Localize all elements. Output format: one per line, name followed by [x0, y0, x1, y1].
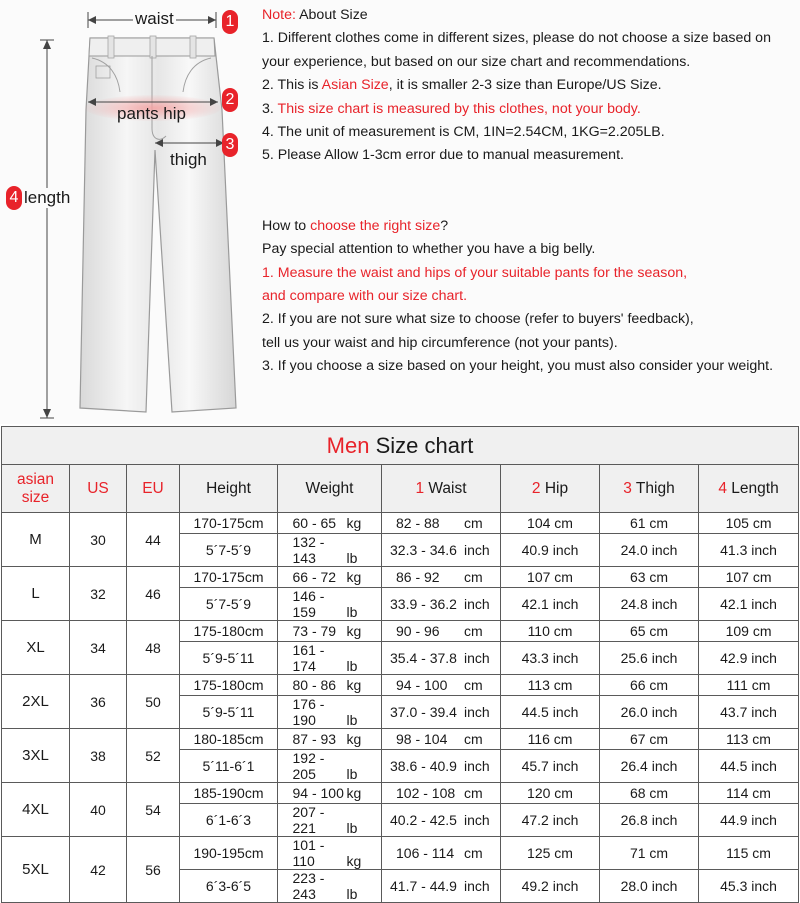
us-cell: 32 — [70, 567, 127, 621]
weight-lb-cell: 223 - 243 lb — [278, 870, 382, 903]
waist-inch-cell: 32.3 - 34.6 inch — [382, 534, 501, 567]
header-us: US — [70, 465, 127, 513]
length-cm-cell: 113 cm — [699, 729, 799, 750]
chart-title: Men Size chart — [2, 427, 799, 465]
waist-inch-cell: 37.0 - 39.4 inch — [382, 696, 501, 729]
thigh-label: thigh — [170, 150, 207, 169]
hip-inch-cell: 40.9 inch — [501, 534, 600, 567]
waist-cm-cell: 90 - 96 cm — [382, 621, 501, 642]
header-waist: 1 Waist — [382, 465, 501, 513]
height-cm-cell: 180-185cm — [180, 729, 278, 750]
us-cell: 34 — [70, 621, 127, 675]
weight-kg-cell: 73 - 79 kg — [278, 621, 382, 642]
hip-badge: 2 — [222, 88, 238, 112]
height-ft-cell: 5´11-6´1 — [180, 750, 278, 783]
note-line: 3. If you choose a size based on your height, you must also consider your weight. — [262, 358, 774, 375]
header-asian-size: asian size — [2, 465, 70, 513]
note-line: 4. The unit of measurement is CM, 1IN=2.54CM, 1KG=2.205LB. — [262, 123, 665, 140]
length-inch-cell: 43.7 inch — [699, 696, 799, 729]
thigh-cm-cell: 63 cm — [600, 567, 699, 588]
height-ft-cell: 5´9-5´11 — [180, 642, 278, 675]
length-label: length — [24, 188, 71, 207]
length-inch-cell: 42.1 inch — [699, 588, 799, 621]
waist-cm-cell: 94 - 100 cm — [382, 675, 501, 696]
length-cm-cell: 114 cm — [699, 783, 799, 804]
thigh-cm-cell: 66 cm — [600, 675, 699, 696]
header-hip: 2 Hip — [501, 465, 600, 513]
weight-lb-cell: 207 - 221 lb — [278, 804, 382, 837]
waist-cm-cell: 102 - 108 cm — [382, 783, 501, 804]
header-weight: Weight — [278, 465, 382, 513]
size-cell: L — [2, 567, 70, 621]
thigh-inch-cell: 24.0 inch — [600, 534, 699, 567]
note-line: 3. This size chart is measured by this clothes, not your body. — [262, 100, 641, 117]
eu-cell: 48 — [127, 621, 180, 675]
hip-cm-cell: 116 cm — [501, 729, 600, 750]
hip-cm-cell: 110 cm — [501, 621, 600, 642]
weight-kg-cell: 66 - 72 kg — [278, 567, 382, 588]
us-cell: 38 — [70, 729, 127, 783]
size-chart-body — [2, 513, 799, 903]
weight-lb-cell: 161 - 174 lb — [278, 642, 382, 675]
waist-inch-cell: 33.9 - 36.2 inch — [382, 588, 501, 621]
eu-cell: 44 — [127, 513, 180, 567]
eu-cell: 52 — [127, 729, 180, 783]
length-cm-cell: 109 cm — [699, 621, 799, 642]
weight-lb-cell: 192 - 205 lb — [278, 750, 382, 783]
length-inch-cell: 44.9 inch — [699, 804, 799, 837]
hip-inch-cell: 43.3 inch — [501, 642, 600, 675]
pants-illustration — [0, 0, 255, 424]
note-line: 5. Please Allow 1-3cm error due to manual measurement. — [262, 147, 624, 164]
weight-kg-cell: 101 - 110 kg — [278, 837, 382, 870]
hip-cm-cell: 104 cm — [501, 513, 600, 534]
waist-cm-cell: 106 - 114 cm — [382, 837, 501, 870]
height-ft-cell: 5´7-5´9 — [180, 534, 278, 567]
table-row — [2, 729, 799, 750]
thigh-cm-cell: 68 cm — [600, 783, 699, 804]
height-cm-cell: 175-180cm — [180, 675, 278, 696]
table-row — [2, 675, 799, 696]
waist-cm-cell: 98 - 104 cm — [382, 729, 501, 750]
note-line: and compare with our size chart. — [262, 287, 468, 304]
note-line: Pay special attention to whether you have a big belly. — [262, 241, 596, 258]
pants-diagram — [0, 0, 255, 424]
thigh-inch-cell: 26.0 inch — [600, 696, 699, 729]
hip-label: pants hip — [117, 104, 186, 123]
size-chart-table — [1, 426, 799, 903]
thigh-inch-cell: 26.4 inch — [600, 750, 699, 783]
height-cm-cell: 190-195cm — [180, 837, 278, 870]
hip-cm-cell: 125 cm — [501, 837, 600, 870]
note-line: 1. Measure the waist and hips of your suitable pants for the season, — [262, 264, 688, 281]
waist-inch-cell: 35.4 - 37.8 inch — [382, 642, 501, 675]
hip-inch-cell: 44.5 inch — [501, 696, 600, 729]
thigh-inch-cell: 25.6 inch — [600, 642, 699, 675]
eu-cell: 54 — [127, 783, 180, 837]
length-cm-cell: 107 cm — [699, 567, 799, 588]
size-cell: 4XL — [2, 783, 70, 837]
size-cell: 3XL — [2, 729, 70, 783]
height-ft-cell: 6´1-6´3 — [180, 804, 278, 837]
weight-lb-cell: 176 - 190 lb — [278, 696, 382, 729]
length-inch-cell: 42.9 inch — [699, 642, 799, 675]
size-cell: 5XL — [2, 837, 70, 903]
eu-cell: 46 — [127, 567, 180, 621]
length-inch-cell: 41.3 inch — [699, 534, 799, 567]
thigh-cm-cell: 71 cm — [600, 837, 699, 870]
waist-inch-cell: 38.6 - 40.9 inch — [382, 750, 501, 783]
note-line: 2. This is Asian Size, it is smaller 2-3 size than Europe/US Size. — [262, 77, 662, 94]
length-cm-cell: 115 cm — [699, 837, 799, 870]
notes-title: Note: About Size — [262, 7, 368, 23]
waist-inch-cell: 40.2 - 42.5 inch — [382, 804, 501, 837]
table-row — [2, 621, 799, 642]
header-eu: EU — [127, 465, 180, 513]
hip-cm-cell: 113 cm — [501, 675, 600, 696]
us-cell: 36 — [70, 675, 127, 729]
thigh-inch-cell: 28.0 inch — [600, 870, 699, 903]
table-row — [2, 513, 799, 534]
height-ft-cell: 5´9-5´11 — [180, 696, 278, 729]
height-ft-cell: 5´7-5´9 — [180, 588, 278, 621]
table-row — [2, 783, 799, 804]
header-height: Height — [180, 465, 278, 513]
us-cell: 42 — [70, 837, 127, 903]
thigh-badge: 3 — [222, 133, 238, 157]
note-line: 2. If you are not sure what size to choose (refer to buyers' feedback), — [262, 311, 694, 328]
height-cm-cell: 170-175cm — [180, 513, 278, 534]
length-inch-cell: 45.3 inch — [699, 870, 799, 903]
weight-lb-cell: 132 - 143 lb — [278, 534, 382, 567]
hip-inch-cell: 47.2 inch — [501, 804, 600, 837]
weight-kg-cell: 80 - 86 kg — [278, 675, 382, 696]
weight-kg-cell: 87 - 93 kg — [278, 729, 382, 750]
waist-label: waist — [135, 9, 174, 28]
size-notes — [262, 4, 798, 378]
table-row — [2, 567, 799, 588]
size-cell: M — [2, 513, 70, 567]
note-line: tell us your waist and hip circumference (not your pants). — [262, 334, 618, 351]
height-cm-cell: 170-175cm — [180, 567, 278, 588]
eu-cell: 56 — [127, 837, 180, 903]
size-chart — [1, 426, 798, 902]
length-inch-cell: 44.5 inch — [699, 750, 799, 783]
us-cell: 40 — [70, 783, 127, 837]
eu-cell: 50 — [127, 675, 180, 729]
hip-inch-cell: 42.1 inch — [501, 588, 600, 621]
length-cm-cell: 111 cm — [699, 675, 799, 696]
note-line: 1. Different clothes come in different sizes, please do not choose a size based on — [262, 30, 771, 47]
height-cm-cell: 185-190cm — [180, 783, 278, 804]
hip-inch-cell: 49.2 inch — [501, 870, 600, 903]
how-to-title: How to choose the right size? — [262, 217, 449, 234]
thigh-cm-cell: 65 cm — [600, 621, 699, 642]
height-ft-cell: 6´3-6´5 — [180, 870, 278, 903]
length-cm-cell: 105 cm — [699, 513, 799, 534]
hip-inch-cell: 45.7 inch — [501, 750, 600, 783]
waist-inch-cell: 41.7 - 44.9 inch — [382, 870, 501, 903]
header-thigh: 3 Thigh — [600, 465, 699, 513]
weight-kg-cell: 94 - 100 kg — [278, 783, 382, 804]
hip-cm-cell: 120 cm — [501, 783, 600, 804]
header-length: 4 Length — [699, 465, 799, 513]
waist-cm-cell: 82 - 88 cm — [382, 513, 501, 534]
table-row — [2, 837, 799, 870]
thigh-cm-cell: 61 cm — [600, 513, 699, 534]
length-badge: 4 — [6, 186, 22, 210]
size-cell: XL — [2, 621, 70, 675]
top-section — [0, 0, 800, 424]
size-cell: 2XL — [2, 675, 70, 729]
note-line: your experience, but based on our size chart and recommendations. — [262, 53, 691, 70]
waist-badge: 1 — [222, 10, 238, 34]
hip-cm-cell: 107 cm — [501, 567, 600, 588]
thigh-cm-cell: 67 cm — [600, 729, 699, 750]
thigh-inch-cell: 24.8 inch — [600, 588, 699, 621]
weight-kg-cell: 60 - 65 kg — [278, 513, 382, 534]
waist-cm-cell: 86 - 92 cm — [382, 567, 501, 588]
weight-lb-cell: 146 - 159 lb — [278, 588, 382, 621]
height-cm-cell: 175-180cm — [180, 621, 278, 642]
thigh-inch-cell: 26.8 inch — [600, 804, 699, 837]
us-cell: 30 — [70, 513, 127, 567]
